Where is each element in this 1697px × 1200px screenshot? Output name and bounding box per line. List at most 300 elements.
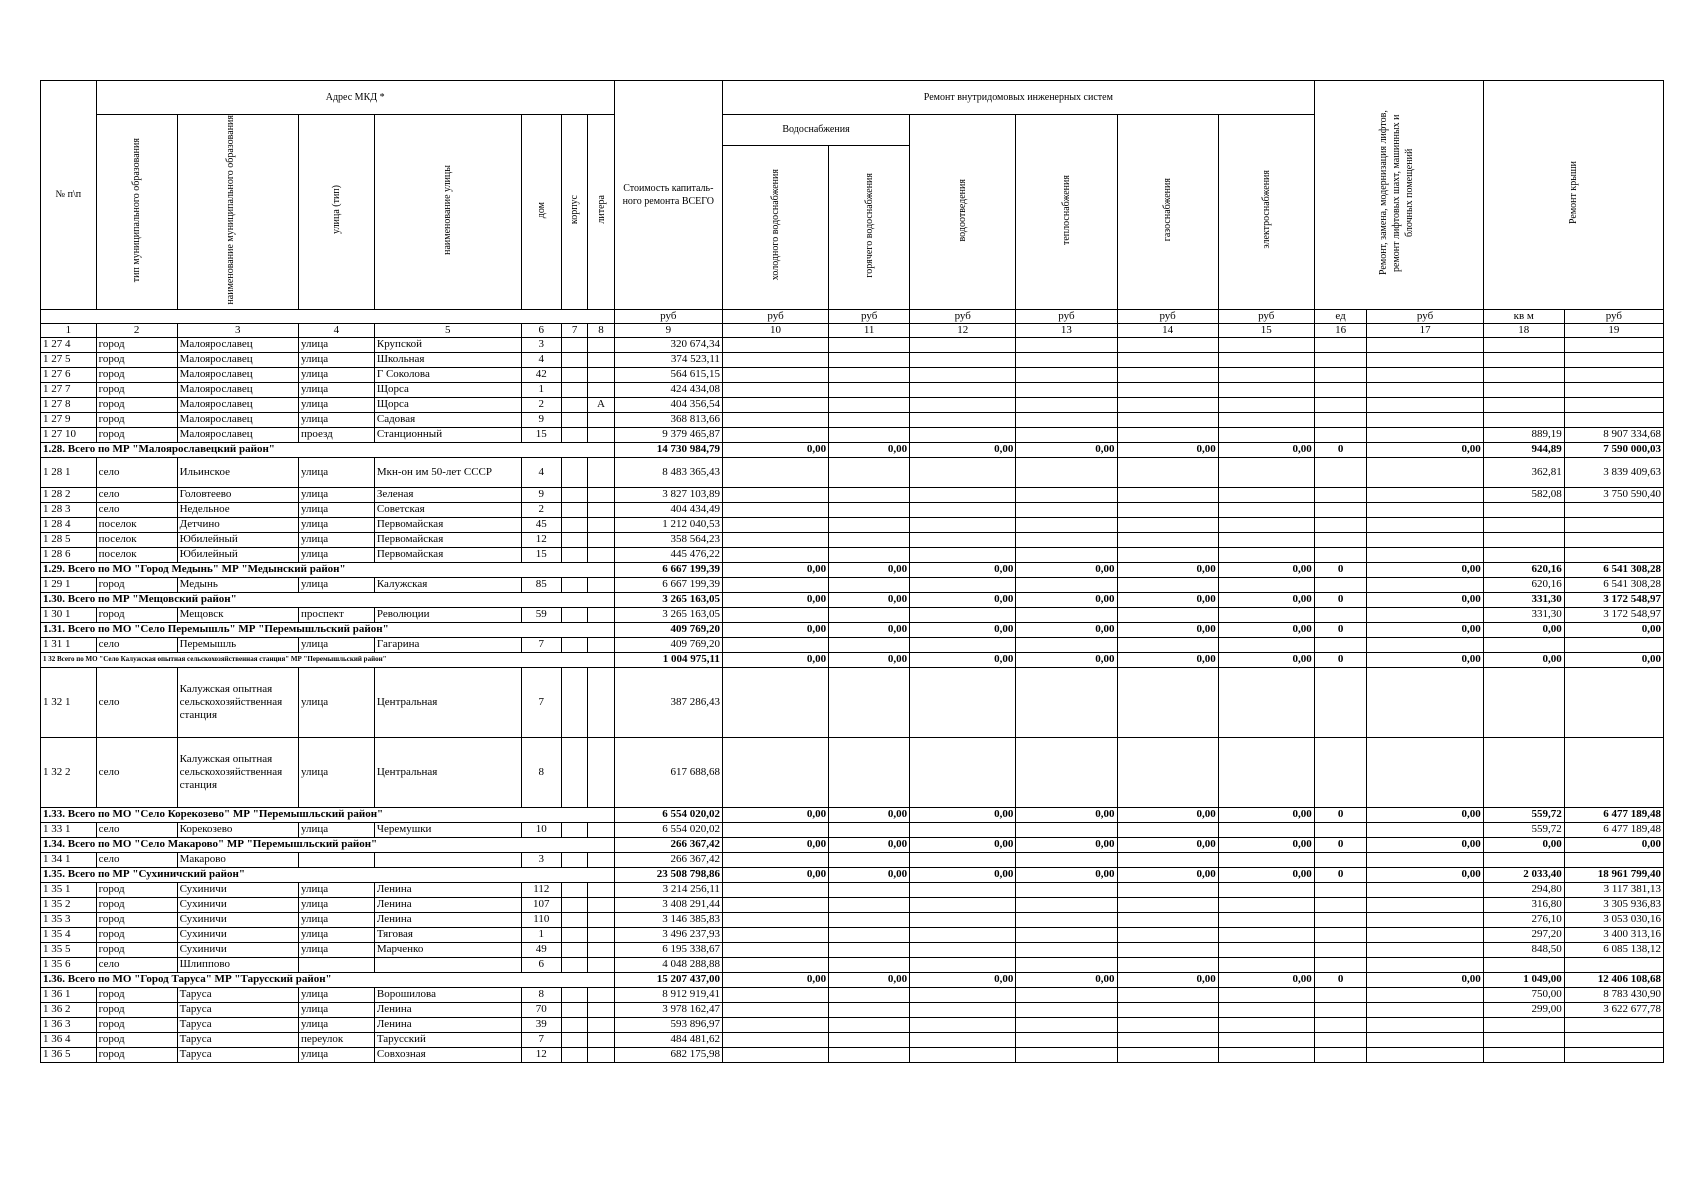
table-row xyxy=(41,852,1664,867)
roof-cost-cell: 3 839 409,63 xyxy=(1564,457,1663,487)
roof-cost-cell: 6 541 308,28 xyxy=(1564,562,1663,577)
sewer-cell xyxy=(910,382,1016,397)
roof-area-cell xyxy=(1483,957,1564,972)
table-row xyxy=(41,487,1664,502)
cold-water-cell xyxy=(722,1002,828,1017)
lift-cost-cell xyxy=(1367,1017,1483,1032)
elec-cell: 0,00 xyxy=(1218,622,1314,637)
total-cost-cell: 3 265 163,05 xyxy=(614,592,722,607)
hot-water-cell xyxy=(829,517,910,532)
mo-type-cell: город xyxy=(96,397,177,412)
cold-water-cell xyxy=(722,1047,828,1062)
lift-count-cell xyxy=(1314,882,1367,897)
table-row xyxy=(41,637,1664,652)
sewer-cell xyxy=(910,852,1016,867)
litera-cell xyxy=(588,577,614,592)
lift-count-cell xyxy=(1314,337,1367,352)
row-number: 1 35 3 xyxy=(41,912,97,927)
house-cell: 110 xyxy=(521,912,561,927)
roof-area-cell: 750,00 xyxy=(1483,987,1564,1002)
elec-cell xyxy=(1218,927,1314,942)
mo-name-cell: Малоярославец xyxy=(177,367,298,382)
lift-cost-cell: 0,00 xyxy=(1367,442,1483,457)
col-header-street-type: улица (тип) xyxy=(298,115,374,310)
row-number: 1 35 6 xyxy=(41,957,97,972)
hot-water-cell xyxy=(829,637,910,652)
roof-cost-cell: 0,00 xyxy=(1564,652,1663,667)
gas-cell xyxy=(1117,607,1218,622)
hot-water-cell xyxy=(829,502,910,517)
sewer-cell xyxy=(910,352,1016,367)
row-number: 1 35 2 xyxy=(41,897,97,912)
mo-type-cell: поселок xyxy=(96,532,177,547)
gas-cell xyxy=(1117,1002,1218,1017)
roof-cost-cell xyxy=(1564,502,1663,517)
elec-cell xyxy=(1218,667,1314,737)
street-type-cell: улица xyxy=(298,882,374,897)
cold-water-cell xyxy=(722,397,828,412)
mo-name-cell: Таруса xyxy=(177,1047,298,1062)
korpus-cell xyxy=(562,737,588,807)
cold-water-cell xyxy=(722,1017,828,1032)
house-cell: 59 xyxy=(521,607,561,622)
house-cell: 4 xyxy=(521,457,561,487)
mo-name-cell: Малоярославец xyxy=(177,412,298,427)
total-cost-cell: 9 379 465,87 xyxy=(614,427,722,442)
cold-water-cell xyxy=(722,957,828,972)
litera-cell xyxy=(588,667,614,737)
heat-cell xyxy=(1016,882,1117,897)
hot-water-cell xyxy=(829,737,910,807)
unit-label: руб xyxy=(722,309,828,323)
street-type-cell: улица xyxy=(298,532,374,547)
table-row xyxy=(41,667,1664,737)
lift-cost-cell xyxy=(1367,1047,1483,1062)
house-cell: 49 xyxy=(521,942,561,957)
row-number: 1 28 5 xyxy=(41,532,97,547)
litera-cell xyxy=(588,957,614,972)
sewer-cell xyxy=(910,367,1016,382)
unit-label: кв м xyxy=(1483,309,1564,323)
cold-water-cell xyxy=(722,427,828,442)
litera-cell xyxy=(588,987,614,1002)
elec-cell xyxy=(1218,957,1314,972)
hot-water-cell: 0,00 xyxy=(829,867,910,882)
street-type-cell: улица xyxy=(298,927,374,942)
total-cost-cell: 424 434,08 xyxy=(614,382,722,397)
sewer-cell xyxy=(910,607,1016,622)
korpus-cell xyxy=(562,897,588,912)
street-name-cell: Тяговая xyxy=(374,927,521,942)
roof-area-cell: 362,81 xyxy=(1483,457,1564,487)
roof-area-cell: 848,50 xyxy=(1483,942,1564,957)
lift-cost-cell xyxy=(1367,737,1483,807)
roof-area-cell: 559,72 xyxy=(1483,822,1564,837)
house-cell: 15 xyxy=(521,547,561,562)
house-cell: 8 xyxy=(521,987,561,1002)
gas-cell: 0,00 xyxy=(1117,972,1218,987)
mo-type-cell: город xyxy=(96,1017,177,1032)
table-row xyxy=(41,532,1664,547)
total-cost-cell: 593 896,97 xyxy=(614,1017,722,1032)
lift-count-cell xyxy=(1314,897,1367,912)
sewer-cell: 0,00 xyxy=(910,867,1016,882)
column-number: 3 xyxy=(177,323,298,337)
column-number: 8 xyxy=(588,323,614,337)
house-cell: 15 xyxy=(521,427,561,442)
lift-cost-cell xyxy=(1367,897,1483,912)
hot-water-cell xyxy=(829,397,910,412)
house-cell: 1 xyxy=(521,927,561,942)
mo-name-cell: Головтеево xyxy=(177,487,298,502)
elec-cell xyxy=(1218,337,1314,352)
cold-water-cell xyxy=(722,737,828,807)
heat-cell xyxy=(1016,942,1117,957)
cold-water-cell xyxy=(722,577,828,592)
cold-water-cell xyxy=(722,607,828,622)
lift-count-cell xyxy=(1314,367,1367,382)
sewer-cell: 0,00 xyxy=(910,837,1016,852)
mo-type-cell: село xyxy=(96,457,177,487)
total-cost-cell: 682 175,98 xyxy=(614,1047,722,1062)
house-cell: 12 xyxy=(521,1047,561,1062)
mo-type-cell: город xyxy=(96,337,177,352)
total-cost-cell: 1 212 040,53 xyxy=(614,517,722,532)
unit-label: руб xyxy=(829,309,910,323)
street-type-cell: улица xyxy=(298,942,374,957)
roof-area-cell xyxy=(1483,517,1564,532)
lift-cost-cell: 0,00 xyxy=(1367,807,1483,822)
roof-area-cell: 297,20 xyxy=(1483,927,1564,942)
row-number: 1 36 2 xyxy=(41,1002,97,1017)
roof-cost-cell xyxy=(1564,412,1663,427)
elec-cell xyxy=(1218,882,1314,897)
heat-cell xyxy=(1016,957,1117,972)
house-cell: 4 xyxy=(521,352,561,367)
roof-area-cell xyxy=(1483,412,1564,427)
table-row xyxy=(41,547,1664,562)
sewer-cell xyxy=(910,427,1016,442)
mo-name-cell: Макарово xyxy=(177,852,298,867)
lift-count-cell xyxy=(1314,1002,1367,1017)
heat-cell xyxy=(1016,457,1117,487)
col-header-korpus: корпус xyxy=(562,115,588,310)
sewer-cell xyxy=(910,337,1016,352)
table-row xyxy=(41,427,1664,442)
roof-cost-cell: 0,00 xyxy=(1564,837,1663,852)
heat-cell: 0,00 xyxy=(1016,592,1117,607)
street-type-cell: улица xyxy=(298,1047,374,1062)
total-cost-cell: 409 769,20 xyxy=(614,622,722,637)
roof-cost-cell xyxy=(1564,367,1663,382)
roof-area-cell xyxy=(1483,667,1564,737)
unit-label: руб xyxy=(1367,309,1483,323)
street-type-cell: улица xyxy=(298,352,374,367)
lift-count-cell xyxy=(1314,852,1367,867)
street-name-cell: Зеленая xyxy=(374,487,521,502)
total-cost-cell: 3 496 237,93 xyxy=(614,927,722,942)
total-cost-cell: 266 367,42 xyxy=(614,852,722,867)
house-cell: 45 xyxy=(521,517,561,532)
total-cost-cell: 3 265 163,05 xyxy=(614,607,722,622)
roof-area-cell: 0,00 xyxy=(1483,622,1564,637)
lift-cost-cell xyxy=(1367,927,1483,942)
cold-water-cell: 0,00 xyxy=(722,837,828,852)
litera-cell xyxy=(588,547,614,562)
elec-cell: 0,00 xyxy=(1218,592,1314,607)
roof-cost-cell: 18 961 799,40 xyxy=(1564,867,1663,882)
total-cost-cell: 14 730 984,79 xyxy=(614,442,722,457)
total-cost-cell: 445 476,22 xyxy=(614,547,722,562)
street-name-cell xyxy=(374,852,521,867)
roof-area-cell: 582,08 xyxy=(1483,487,1564,502)
mo-name-cell: Юбилейный xyxy=(177,547,298,562)
mo-name-cell: Малоярославец xyxy=(177,382,298,397)
hot-water-cell: 0,00 xyxy=(829,807,910,822)
sewer-cell xyxy=(910,502,1016,517)
table-row xyxy=(41,412,1664,427)
house-cell: 70 xyxy=(521,1002,561,1017)
roof-area-cell: 1 049,00 xyxy=(1483,972,1564,987)
mo-name-cell: Таруса xyxy=(177,1002,298,1017)
roof-cost-cell: 6 541 308,28 xyxy=(1564,577,1663,592)
lift-cost-cell xyxy=(1367,337,1483,352)
roof-cost-cell xyxy=(1564,852,1663,867)
table-header xyxy=(41,81,1664,338)
sewer-cell xyxy=(910,737,1016,807)
repair-program-table-sheet xyxy=(40,80,1664,1140)
row-number: 1 31 1 xyxy=(41,637,97,652)
cold-water-cell xyxy=(722,1032,828,1047)
hot-water-cell xyxy=(829,352,910,367)
litera-cell xyxy=(588,427,614,442)
elec-cell xyxy=(1218,427,1314,442)
roof-cost-cell: 12 406 108,68 xyxy=(1564,972,1663,987)
litera-cell xyxy=(588,607,614,622)
roof-cost-cell: 3 750 590,40 xyxy=(1564,487,1663,502)
total-cost-cell: 266 367,42 xyxy=(614,837,722,852)
roof-cost-cell xyxy=(1564,352,1663,367)
roof-area-cell xyxy=(1483,532,1564,547)
sewer-cell xyxy=(910,1032,1016,1047)
street-name-cell: Первомайская xyxy=(374,547,521,562)
roof-cost-cell: 6 477 189,48 xyxy=(1564,822,1663,837)
lift-cost-cell xyxy=(1367,852,1483,867)
mo-type-cell: город xyxy=(96,367,177,382)
col-header-lift: Ремонт, замена, модернизация лифтов, ремонт лифтовых шахт, машинных и блочных помещений xyxy=(1314,81,1483,310)
lift-count-cell xyxy=(1314,737,1367,807)
sewer-cell xyxy=(910,882,1016,897)
table-row xyxy=(41,1002,1664,1017)
row-number: 1 36 5 xyxy=(41,1047,97,1062)
hot-water-cell xyxy=(829,607,910,622)
street-name-cell: Г Соколова xyxy=(374,367,521,382)
street-type-cell: улица xyxy=(298,577,374,592)
street-type-cell: улица xyxy=(298,987,374,1002)
row-number: 1 27 9 xyxy=(41,412,97,427)
hot-water-cell: 0,00 xyxy=(829,622,910,637)
lift-cost-cell: 0,00 xyxy=(1367,867,1483,882)
sewer-cell xyxy=(910,1002,1016,1017)
elec-cell xyxy=(1218,737,1314,807)
korpus-cell xyxy=(562,577,588,592)
lift-cost-cell xyxy=(1367,912,1483,927)
total-cost-cell: 1 004 975,11 xyxy=(614,652,722,667)
mo-type-cell: город xyxy=(96,1002,177,1017)
mo-name-cell: Малоярославец xyxy=(177,352,298,367)
sewer-cell xyxy=(910,897,1016,912)
lift-count-cell xyxy=(1314,397,1367,412)
house-cell: 3 xyxy=(521,852,561,867)
litera-cell xyxy=(588,737,614,807)
roof-cost-cell: 0,00 xyxy=(1564,622,1663,637)
heat-cell xyxy=(1016,927,1117,942)
korpus-cell xyxy=(562,412,588,427)
lift-count-cell xyxy=(1314,667,1367,737)
mo-name-cell: Сухиничи xyxy=(177,942,298,957)
street-name-cell: Советская xyxy=(374,502,521,517)
unit-label: руб xyxy=(614,309,722,323)
row-number: 1 27 10 xyxy=(41,427,97,442)
gas-cell: 0,00 xyxy=(1117,562,1218,577)
gas-cell: 0,00 xyxy=(1117,807,1218,822)
column-number: 12 xyxy=(910,323,1016,337)
hot-water-cell xyxy=(829,912,910,927)
elec-cell: 0,00 xyxy=(1218,807,1314,822)
row-number: 1 28 2 xyxy=(41,487,97,502)
cold-water-cell: 0,00 xyxy=(722,867,828,882)
gas-cell xyxy=(1117,942,1218,957)
unit-label: руб xyxy=(910,309,1016,323)
korpus-cell xyxy=(562,1002,588,1017)
gas-cell xyxy=(1117,382,1218,397)
gas-cell xyxy=(1117,1032,1218,1047)
street-name-cell: Первомайская xyxy=(374,517,521,532)
table-row xyxy=(41,502,1664,517)
house-cell: 1 xyxy=(521,382,561,397)
lift-count-cell xyxy=(1314,502,1367,517)
street-type-cell: переулок xyxy=(298,1032,374,1047)
mo-type-cell: село xyxy=(96,487,177,502)
column-numbers-row xyxy=(41,323,1664,337)
row-number: 1 36 1 xyxy=(41,987,97,1002)
col-group-address: Адрес МКД * xyxy=(96,81,614,115)
elec-cell xyxy=(1218,532,1314,547)
row-number: 1 35 5 xyxy=(41,942,97,957)
roof-area-cell: 2 033,40 xyxy=(1483,867,1564,882)
lift-cost-cell: 0,00 xyxy=(1367,622,1483,637)
street-name-cell: Ворошилова xyxy=(374,987,521,1002)
row-number: 1 35 4 xyxy=(41,927,97,942)
total-cost-cell: 3 827 103,89 xyxy=(614,487,722,502)
korpus-cell xyxy=(562,1047,588,1062)
roof-area-cell: 276,10 xyxy=(1483,912,1564,927)
mo-type-cell: город xyxy=(96,882,177,897)
lift-count-cell xyxy=(1314,427,1367,442)
gas-cell xyxy=(1117,897,1218,912)
gas-cell xyxy=(1117,487,1218,502)
street-type-cell: улица xyxy=(298,637,374,652)
litera-cell xyxy=(588,457,614,487)
korpus-cell xyxy=(562,987,588,1002)
gas-cell: 0,00 xyxy=(1117,837,1218,852)
gas-cell xyxy=(1117,822,1218,837)
house-cell: 10 xyxy=(521,822,561,837)
korpus-cell xyxy=(562,397,588,412)
house-cell: 112 xyxy=(521,882,561,897)
street-name-cell: Ленина xyxy=(374,912,521,927)
gas-cell xyxy=(1117,427,1218,442)
house-cell: 12 xyxy=(521,532,561,547)
unit-label: руб xyxy=(1218,309,1314,323)
mo-type-cell: город xyxy=(96,1047,177,1062)
lift-cost-cell: 0,00 xyxy=(1367,592,1483,607)
house-cell: 7 xyxy=(521,637,561,652)
heat-cell xyxy=(1016,532,1117,547)
lift-count-cell xyxy=(1314,607,1367,622)
hot-water-cell xyxy=(829,367,910,382)
table-row xyxy=(41,397,1664,412)
units-row xyxy=(41,309,1664,323)
elec-cell xyxy=(1218,637,1314,652)
gas-cell: 0,00 xyxy=(1117,622,1218,637)
korpus-cell xyxy=(562,637,588,652)
gas-cell xyxy=(1117,517,1218,532)
street-type-cell: улица xyxy=(298,487,374,502)
elec-cell: 0,00 xyxy=(1218,562,1314,577)
total-cost-cell: 8 483 365,43 xyxy=(614,457,722,487)
table-row xyxy=(41,1017,1664,1032)
elec-cell xyxy=(1218,822,1314,837)
street-name-cell: Ленина xyxy=(374,1002,521,1017)
korpus-cell xyxy=(562,1032,588,1047)
mo-type-cell: город xyxy=(96,912,177,927)
house-cell: 2 xyxy=(521,397,561,412)
hot-water-cell xyxy=(829,667,910,737)
roof-area-cell xyxy=(1483,502,1564,517)
cold-water-cell xyxy=(722,412,828,427)
cold-water-cell xyxy=(722,502,828,517)
heat-cell: 0,00 xyxy=(1016,837,1117,852)
lift-count-cell: 0 xyxy=(1314,592,1367,607)
roof-area-cell xyxy=(1483,1017,1564,1032)
lift-cost-cell xyxy=(1367,487,1483,502)
heat-cell xyxy=(1016,547,1117,562)
cold-water-cell xyxy=(722,337,828,352)
korpus-cell xyxy=(562,667,588,737)
gas-cell xyxy=(1117,987,1218,1002)
sewer-cell: 0,00 xyxy=(910,442,1016,457)
total-cost-cell: 409 769,20 xyxy=(614,637,722,652)
gas-cell xyxy=(1117,337,1218,352)
roof-area-cell xyxy=(1483,397,1564,412)
lift-count-cell xyxy=(1314,517,1367,532)
cold-water-cell xyxy=(722,927,828,942)
hot-water-cell xyxy=(829,577,910,592)
col-group-repair: Ремонт внутридомовых инженерных систем xyxy=(722,81,1314,115)
mo-name-cell: Таруса xyxy=(177,1017,298,1032)
heat-cell xyxy=(1016,852,1117,867)
col-header-no: № п\п xyxy=(41,81,97,310)
house-cell: 6 xyxy=(521,957,561,972)
mo-name-cell: Корекозево xyxy=(177,822,298,837)
subtotal-label: 1.28. Всего по МР "Малоярославецкий район" xyxy=(41,442,615,457)
lift-count-cell xyxy=(1314,532,1367,547)
column-number: 5 xyxy=(374,323,521,337)
row-number: 1 32 1 xyxy=(41,667,97,737)
mo-type-cell: поселок xyxy=(96,547,177,562)
street-type-cell: улица xyxy=(298,1002,374,1017)
